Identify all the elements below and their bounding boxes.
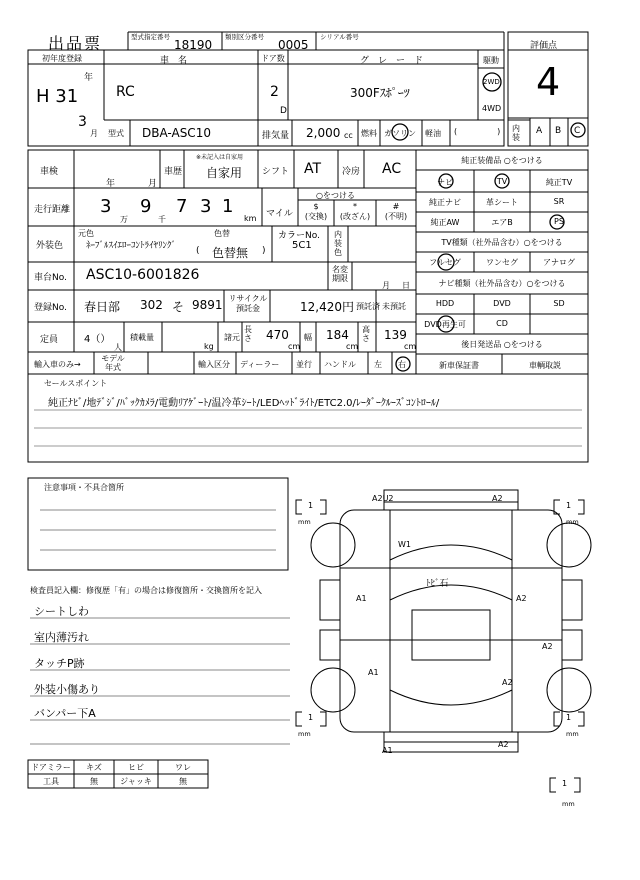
hgt-unit: cm <box>404 342 417 351</box>
legend-tools-val: 無 <box>90 777 98 786</box>
import-parallel: 並行 <box>296 360 312 369</box>
note-item: バンパー下A <box>34 707 96 720</box>
month-unit: 月 <box>90 129 98 138</box>
note-item: 外装小傷あり <box>34 683 100 696</box>
tire-mm: mm <box>566 518 579 526</box>
wid-unit: cm <box>346 342 359 351</box>
sales-text: 純正ﾅﾋﾞ/地ﾃﾞｼﾞ/ﾊﾞｯｸｶﾒﾗ/電動ﾘｱｹﾞｰﾄ/温冷革ｼｰﾄ/LEDﾍｯﾄﾞﾗｲﾄ/ETC2.0/ﾚｰﾀﾞｰｸﾙｰｽﾞｺﾝﾄﾛｰﾙ/ <box>48 398 440 409</box>
navi-dvd: DVD <box>493 299 511 308</box>
interior-b: B <box>555 126 562 136</box>
name-label: 車 名 <box>160 56 188 66</box>
diagram-label: A2 <box>498 740 509 749</box>
mileage-digit: 3 <box>100 196 112 217</box>
equip-leather: 革シート <box>486 198 518 207</box>
meter-unknown: # (不明) <box>384 202 408 221</box>
history-label: 車歴 <box>164 167 183 177</box>
note-item: シートしわ <box>34 605 89 618</box>
int-color-label: 内装色 <box>334 230 342 257</box>
equip-navi: ナビ <box>437 178 453 187</box>
equip-aw: 純正AW <box>430 218 460 227</box>
equip-genuine-tv: 純正TV <box>545 178 573 187</box>
diagram-label: A1 <box>382 746 393 755</box>
diagram-label: A1 <box>356 594 367 603</box>
history: 自家用 <box>206 166 243 180</box>
form-title: 出品票 <box>48 34 103 53</box>
navi-dvd-play: DVD再生可 <box>424 320 466 329</box>
car-diagram <box>311 490 591 752</box>
light-oil: 軽油 <box>425 129 441 138</box>
reg-label: 登録No. <box>34 303 67 313</box>
capacity: 4（） <box>84 334 111 345</box>
class-no-label: 類別区分番号 <box>225 33 264 41</box>
tire-mark: 1 <box>308 501 314 510</box>
handle-left: 左 <box>374 360 382 369</box>
diagram-label: A2 <box>492 494 503 503</box>
reg-num: 9891 <box>192 298 223 312</box>
legend-crack: ヒビ <box>128 763 144 772</box>
recycle-amount: 12,420円 <box>300 300 354 314</box>
orig-color-label: 元色 <box>78 229 94 238</box>
car-name: RC <box>116 84 135 100</box>
dims-label: 諸元 <box>224 333 240 342</box>
meter-label: マイル <box>266 209 293 219</box>
legend-tools: 工具 <box>43 777 59 786</box>
first-reg-label: 初年度登録 <box>42 54 82 63</box>
import-div-label: 輸入区分 <box>198 360 230 369</box>
ac-label: 冷房 <box>342 167 361 177</box>
doors-label: ドア数 <box>261 54 285 63</box>
color-no: 5C1 <box>292 240 312 251</box>
navi-head: ナビ種類（社外品含む）○をつける <box>438 279 566 288</box>
legend-jack: ジャッキ <box>120 777 152 786</box>
door-type: D <box>280 106 287 116</box>
mileage-km: km <box>244 214 257 223</box>
diagram-label: A1 <box>368 668 379 677</box>
mileage-label: 走行距離 <box>34 205 71 215</box>
grade: 300Fｽﾎﾟｰﾂ <box>350 86 410 100</box>
equip-sr: SR <box>553 197 565 206</box>
tire-mark: 1 <box>566 501 572 510</box>
class-no: 0005 <box>278 38 309 52</box>
drive-label: 駆動 <box>483 56 499 65</box>
legend-break: ワレ <box>175 763 191 772</box>
navi-hdd: HDD <box>435 299 455 308</box>
nc-day: 日 <box>402 281 410 290</box>
model-label: 型式 <box>108 129 124 138</box>
displacement: 2,000 <box>306 126 341 140</box>
grade-score: 4 <box>536 60 561 104</box>
length: 470 <box>266 328 289 342</box>
mileage-digit: 3 <box>200 196 212 217</box>
tire-mm: mm <box>298 730 311 738</box>
repaint-label: 色替 <box>214 229 230 238</box>
model-year-label: モデル 年式 <box>101 354 125 372</box>
ac: AC <box>382 161 402 177</box>
equip-genuine-navi: 純正ナビ <box>429 198 461 207</box>
meter-exchange: $ (交換) <box>304 202 328 221</box>
reg-class: 302 <box>140 298 163 312</box>
tire-mm: mm <box>562 800 575 808</box>
recycle-label: リサイクル 預託金 <box>228 294 268 313</box>
diagram-label: A2 <box>516 594 527 603</box>
note-item: 室内薄汚れ <box>34 631 89 644</box>
serial-label: シリアル番号 <box>320 33 359 41</box>
shift-label: シフト <box>262 167 290 177</box>
mileage-digit: 7 <box>176 196 188 217</box>
grade-label: グ レ ー ド <box>360 56 424 66</box>
notes-head: 注意事項・不具合箇所 <box>44 483 124 492</box>
fuel-label: 燃料 <box>361 129 377 138</box>
tv-fullseg: フルセグ <box>429 258 461 267</box>
tire-mark: 1 <box>566 713 572 722</box>
cap-unit: 人 <box>114 343 122 352</box>
year-unit: 年 <box>84 73 94 83</box>
import-label: 輸入車のみ→ <box>34 360 81 369</box>
orig-color: ﾈｰﾌﾞﾙｽｲｴﾛｰｺﾝﾄﾗｲﾔﾘﾝｸﾞ <box>86 241 177 251</box>
equip-ps: PS <box>554 217 564 226</box>
mileage-digit: 9 <box>140 196 152 217</box>
drive-4wd: 4WD <box>482 104 502 113</box>
tire-mm: mm <box>298 518 311 526</box>
cap-label: 定員 <box>40 335 59 345</box>
legend-scratch: キズ <box>86 763 102 772</box>
tv-analog: アナログ <box>543 258 575 267</box>
interior-a: A <box>536 126 543 136</box>
mileage-unit-sen: 千 <box>158 215 166 224</box>
hgt-label: 高さ <box>362 325 370 343</box>
equip-tv: TV <box>496 177 508 186</box>
interior-label: 内装 <box>512 124 520 142</box>
color-label: 外装色 <box>36 241 64 251</box>
handle-right: 右 <box>398 360 406 369</box>
meter-tampered: * (改ざん) <box>339 202 371 221</box>
recycle-status2: 未預託 <box>382 302 406 311</box>
inspector-label: 検査員記入欄：修復歴「有」の場合は修復箇所・交換箇所を記入 <box>30 586 262 595</box>
mileage-unit-man: 万 <box>120 215 128 224</box>
name-change-label: 名変期限 <box>332 265 348 283</box>
diagram-label: W1 <box>398 540 411 549</box>
inspection-label: 車検 <box>40 167 59 177</box>
len-unit: cm <box>288 342 301 351</box>
doors: 2 <box>270 84 279 100</box>
nc-month: 月 <box>382 281 390 290</box>
handle-label: ハンドル <box>324 360 356 369</box>
navi-sd: SD <box>553 299 565 308</box>
reg-kana: そ <box>172 300 185 314</box>
grade-box-label: 評価点 <box>530 41 558 51</box>
fuel: ガソリン <box>384 129 416 138</box>
import-dealer: ディーラー <box>240 360 280 369</box>
diagram-label: A2 <box>542 642 553 651</box>
first-reg-era: H 31 <box>36 86 79 107</box>
inspection-month: 月 <box>148 179 158 189</box>
vin-label: 車台No. <box>34 273 67 283</box>
legend-mirror: ドアミラー <box>31 763 71 772</box>
after-head: 後日発送品 ○をつける <box>461 340 543 349</box>
drive-2wd: 2WD <box>483 78 500 86</box>
mileage-digit: 1 <box>222 196 234 217</box>
interior-c: C <box>574 126 581 136</box>
width: 184 <box>326 328 349 342</box>
tv-head: TV種類（社外品含む）○をつける <box>441 238 563 247</box>
wid-label: 幅 <box>304 333 312 342</box>
diagram-label: A2 <box>502 678 513 687</box>
history-note: ※未記入は自家用 <box>196 154 244 161</box>
tire-mark: 1 <box>308 713 314 722</box>
len-label: 長さ <box>244 325 252 343</box>
after-warranty: 新車保証書 <box>439 361 479 370</box>
after-manual: 車輌取説 <box>529 361 561 370</box>
tire-mark: 1 <box>562 779 568 788</box>
recycle-status: 預託済 <box>356 302 380 311</box>
disp-unit: cc <box>344 131 353 140</box>
first-reg-month: 3 <box>78 114 87 130</box>
vin: ASC10-6001826 <box>86 267 200 283</box>
repaint: 色替無 <box>212 246 249 260</box>
height: 139 <box>384 328 407 342</box>
load-label: 積載量 <box>130 333 154 342</box>
load-unit: kg <box>204 342 214 351</box>
model: DBA-ASC10 <box>142 126 211 140</box>
diagram-label: A2U2 <box>372 494 394 503</box>
type-no: 18190 <box>174 38 213 52</box>
note-item: タッチP跡 <box>34 657 85 670</box>
shift: AT <box>304 161 322 177</box>
tv-oneseg: ワンセグ <box>486 258 518 267</box>
legend-jack-val: 無 <box>179 777 187 786</box>
color-no-label: カラーNo. <box>278 231 320 241</box>
tire-mm: mm <box>566 730 579 738</box>
reg-area: 春日部 <box>84 300 121 314</box>
equip-airbag: エアB <box>491 218 513 227</box>
meter-check: ○をつける <box>316 191 355 200</box>
inspection-year: 年 <box>106 179 116 189</box>
equip-head: 純正装備品 ○をつける <box>461 156 543 165</box>
disp-label: 排気量 <box>262 131 290 141</box>
navi-cd: CD <box>496 319 508 328</box>
type-no-label: 型式指定番号 <box>131 33 170 41</box>
sales-label: セールスポイント <box>44 379 108 388</box>
diagram-label: ﾄﾋﾞ石 <box>426 579 449 589</box>
